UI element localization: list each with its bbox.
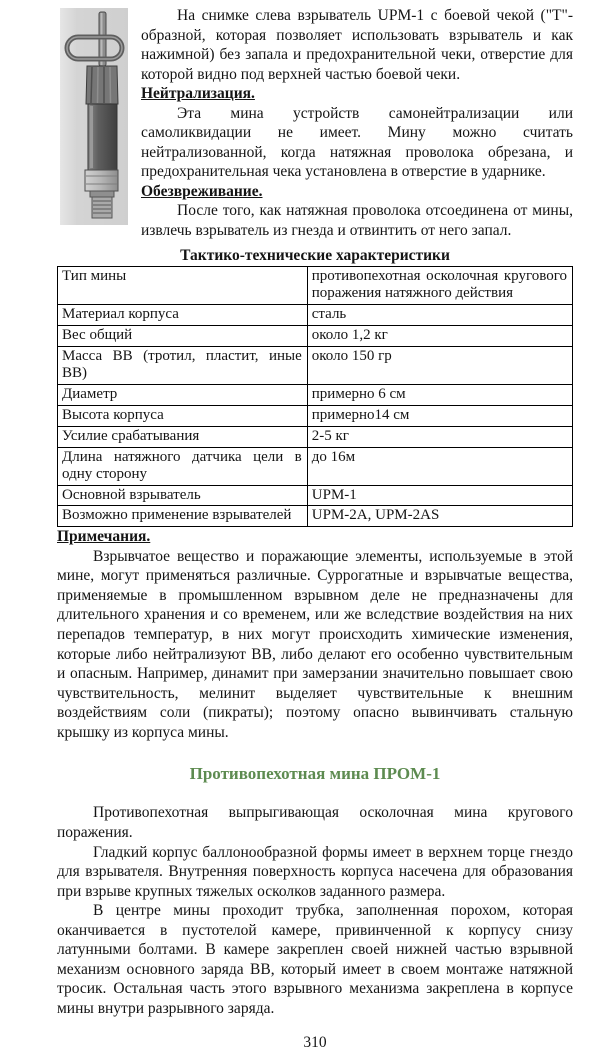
intro-paragraph-2: Эта мина устройств самонейтрализации или самоликвидации не имеет. Мину можно считать нейтрализованной, когда натяжная проволока обрезана, и предохранительная чека установлена в отверстие в ударнике. <box>141 104 573 181</box>
ttx-value: сталь <box>307 305 572 326</box>
ttx-label: Возможно применение взрывателей <box>58 506 308 527</box>
ttx-label: Основной взрыватель <box>58 485 308 506</box>
ttx-label: Тип мины <box>58 267 308 305</box>
ttx-label: Масса ВВ (тротил, пластит, иные ВВ) <box>58 346 308 384</box>
ttx-value: до 16м <box>307 447 572 485</box>
disarming-heading: Обезвреживание. <box>141 182 263 200</box>
ttx-value: 2-5 кг <box>307 426 572 447</box>
ttx-value: около 1,2 кг <box>307 326 572 347</box>
table-row <box>58 506 573 527</box>
table-row <box>58 305 573 326</box>
ttx-label: Длина натяжного датчика цели в одну сторону <box>58 447 308 485</box>
table-row <box>58 326 573 347</box>
ttx-value: UPM-2A, UPM-2AS <box>307 506 572 527</box>
ttx-value: противопехотная осколочная кругового поражения натяжного действия <box>307 267 572 305</box>
notes-heading: Примечания. <box>57 528 151 546</box>
upm1-fuze-photo <box>60 8 128 225</box>
table-row <box>58 405 573 426</box>
ttx-value: примерно14 см <box>307 405 572 426</box>
prom1-paragraph-2: Гладкий корпус баллонообразной формы имеет в верхнем торце гнездо для взрывателя. Внутренняя поверхность корпуса насечена для образования при взрыве крупных тяжелых осколков заданного размера. <box>57 843 573 900</box>
ttx-table <box>57 266 573 527</box>
prom1-paragraph-1: Противопехотная выпрыгивающая осколочная мина кругового поражения. <box>57 804 573 841</box>
ttx-value: около 150 гр <box>307 346 572 384</box>
prom1-paragraph-3: В центре мины проходит трубка, заполненная порохом, которая оканчивается в пустотелой камере, привинченной к корпусу снизу латунными болтами. В камере закреплен своей нижней частью взрывной механизм основного заряда ВВ, который имеет в своем монтаже натяжной тросик. Остальная часть этого взрывного механизма закреплена в корпусе мины внутри разрывного заряда. <box>57 902 573 1017</box>
ttx-value: UPM-1 <box>307 485 572 506</box>
table-row <box>58 485 573 506</box>
ttx-label: Материал корпуса <box>58 305 308 326</box>
prom1-section-title: Противопехотная мина ПРОМ-1 <box>189 764 441 784</box>
ttx-table-title: Тактико-технические характеристики <box>180 247 450 265</box>
table-row <box>58 346 573 384</box>
intro-paragraph-3: После того, как натяжная проволока отсоединена от мины, извлечь взрыватель из гнезда и отвинтить от него запал. <box>141 202 573 239</box>
page-number: 310 <box>303 1034 327 1052</box>
notes-paragraph: Взрывчатое вещество и поражающие элементы, используемые в этой мине, могут применяться различные. Суррогатные и взрывчатые вещества, применяемые в промышленном взрывном деле не предназначены для длительного хранения и со временем, или же вследствие воздействия на них перепадов температур, в них могут происходить химические изменения, которые либо нейтрализуют ВВ, либо делают его особенно чувствительным и опасным. Например, динамит при замерзании значительно повышает свою чувствительность, мелинит выделяет чувствительные к внешним воздействиям соли (пикраты); поэтому опасно вывинчивать стальную крышку из корпуса мины. <box>57 547 573 741</box>
ttx-label: Высота корпуса <box>58 405 308 426</box>
ttx-label: Вес общий <box>58 326 308 347</box>
ttx-label: Усилие срабатывания <box>58 426 308 447</box>
table-row <box>58 447 573 485</box>
table-row <box>58 426 573 447</box>
table-row <box>58 267 573 305</box>
ttx-label: Диаметр <box>58 384 308 405</box>
ttx-value: примерно 6 см <box>307 384 572 405</box>
neutralization-heading: Нейтрализация. <box>141 85 255 103</box>
intro-paragraph-1: На снимке слева взрыватель UPM-1 с боевой чекой ("Т"-образной, которая позволяет использовать взрыватель и как нажимной) без запала и предохранительной чеки, отверстие для которой видно под верхней частью боевой чеки. <box>141 7 573 83</box>
table-row <box>58 384 573 405</box>
